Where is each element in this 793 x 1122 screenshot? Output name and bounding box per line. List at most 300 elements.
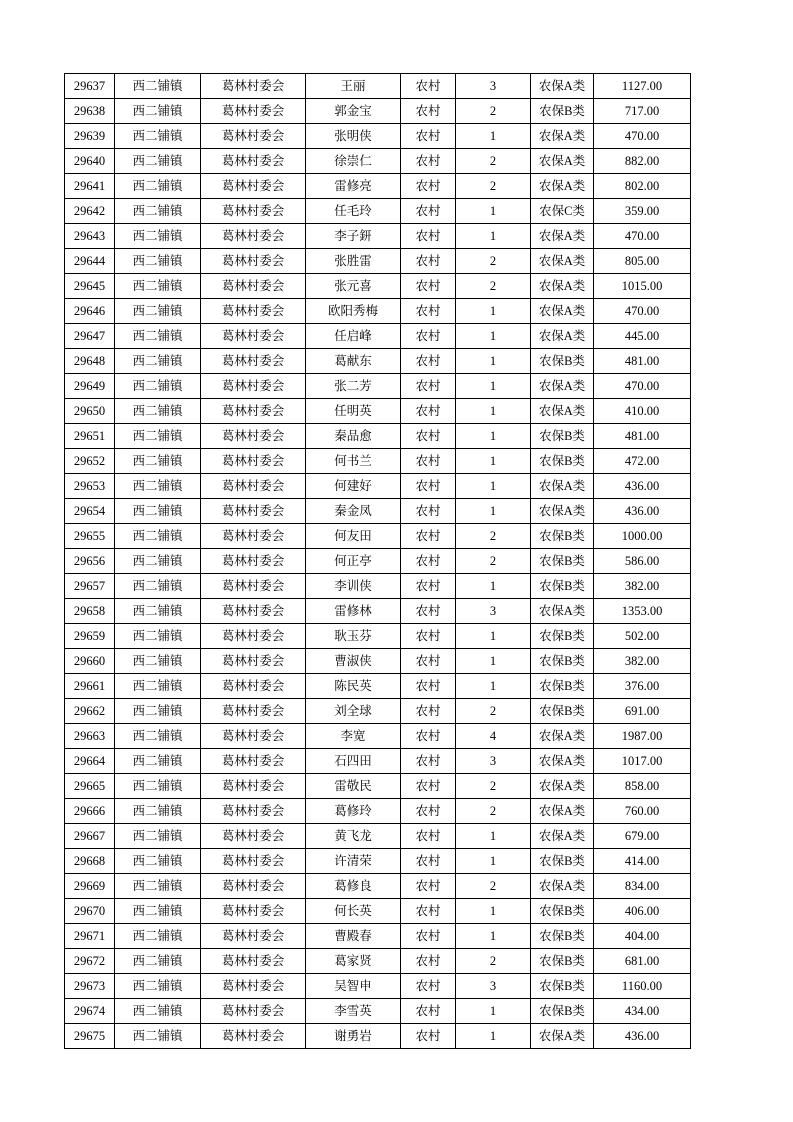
cell-person-count: 3	[456, 599, 531, 624]
cell-residence-type: 农村	[401, 1024, 456, 1049]
cell-town: 西二铺镇	[115, 724, 201, 749]
cell-village-committee: 葛林村委会	[201, 549, 306, 574]
cell-record-id: 29675	[65, 1024, 115, 1049]
cell-amount: 681.00	[594, 949, 691, 974]
cell-town: 西二铺镇	[115, 749, 201, 774]
cell-person-count: 1	[456, 924, 531, 949]
cell-insurance-category: 农保C类	[531, 199, 594, 224]
cell-person-name: 雷修林	[306, 599, 401, 624]
cell-village-committee: 葛林村委会	[201, 674, 306, 699]
cell-town: 西二铺镇	[115, 224, 201, 249]
cell-residence-type: 农村	[401, 949, 456, 974]
cell-person-count: 1	[456, 424, 531, 449]
cell-person-count: 1	[456, 574, 531, 599]
cell-person-name: 任启峰	[306, 324, 401, 349]
cell-insurance-category: 农保A类	[531, 74, 594, 99]
cell-person-name: 曹殿春	[306, 924, 401, 949]
cell-residence-type: 农村	[401, 324, 456, 349]
cell-record-id: 29656	[65, 549, 115, 574]
cell-person-count: 2	[456, 249, 531, 274]
cell-person-count: 1	[456, 499, 531, 524]
table-row	[65, 149, 691, 174]
table-row	[65, 874, 691, 899]
cell-residence-type: 农村	[401, 174, 456, 199]
table-row	[65, 624, 691, 649]
table-row	[65, 724, 691, 749]
cell-insurance-category: 农保B类	[531, 424, 594, 449]
cell-person-name: 秦品愈	[306, 424, 401, 449]
cell-town: 西二铺镇	[115, 124, 201, 149]
cell-record-id: 29639	[65, 124, 115, 149]
cell-insurance-category: 农保A类	[531, 399, 594, 424]
cell-person-count: 2	[456, 549, 531, 574]
table-row	[65, 474, 691, 499]
cell-amount: 436.00	[594, 474, 691, 499]
table-row	[65, 824, 691, 849]
cell-town: 西二铺镇	[115, 499, 201, 524]
cell-person-count: 3	[456, 74, 531, 99]
cell-residence-type: 农村	[401, 524, 456, 549]
cell-insurance-category: 农保A类	[531, 224, 594, 249]
cell-amount: 414.00	[594, 849, 691, 874]
cell-village-committee: 葛林村委会	[201, 474, 306, 499]
cell-village-committee: 葛林村委会	[201, 899, 306, 924]
cell-record-id: 29651	[65, 424, 115, 449]
cell-village-committee: 葛林村委会	[201, 374, 306, 399]
cell-town: 西二铺镇	[115, 999, 201, 1024]
cell-village-committee: 葛林村委会	[201, 524, 306, 549]
records-table-body	[65, 74, 691, 1049]
cell-residence-type: 农村	[401, 374, 456, 399]
cell-person-name: 任毛玲	[306, 199, 401, 224]
cell-person-name: 郭金宝	[306, 99, 401, 124]
cell-insurance-category: 农保B类	[531, 924, 594, 949]
cell-town: 西二铺镇	[115, 574, 201, 599]
table-row	[65, 224, 691, 249]
cell-village-committee: 葛林村委会	[201, 124, 306, 149]
cell-person-name: 吴智申	[306, 974, 401, 999]
cell-insurance-category: 农保A类	[531, 274, 594, 299]
cell-residence-type: 农村	[401, 849, 456, 874]
cell-town: 西二铺镇	[115, 424, 201, 449]
cell-record-id: 29661	[65, 674, 115, 699]
cell-record-id: 29657	[65, 574, 115, 599]
cell-village-committee: 葛林村委会	[201, 624, 306, 649]
cell-amount: 470.00	[594, 299, 691, 324]
cell-amount: 410.00	[594, 399, 691, 424]
cell-amount: 805.00	[594, 249, 691, 274]
cell-residence-type: 农村	[401, 74, 456, 99]
cell-town: 西二铺镇	[115, 399, 201, 424]
table-row	[65, 699, 691, 724]
cell-insurance-category: 农保A类	[531, 374, 594, 399]
cell-amount: 1353.00	[594, 599, 691, 624]
cell-person-name: 刘全球	[306, 699, 401, 724]
cell-person-count: 4	[456, 724, 531, 749]
cell-person-name: 李训侠	[306, 574, 401, 599]
cell-insurance-category: 农保A类	[531, 724, 594, 749]
cell-town: 西二铺镇	[115, 599, 201, 624]
cell-person-count: 1	[456, 374, 531, 399]
table-row	[65, 949, 691, 974]
cell-residence-type: 农村	[401, 649, 456, 674]
cell-residence-type: 农村	[401, 724, 456, 749]
table-row	[65, 249, 691, 274]
cell-residence-type: 农村	[401, 99, 456, 124]
cell-person-count: 2	[456, 99, 531, 124]
cell-amount: 679.00	[594, 824, 691, 849]
cell-amount: 1127.00	[594, 74, 691, 99]
cell-town: 西二铺镇	[115, 924, 201, 949]
cell-residence-type: 农村	[401, 774, 456, 799]
cell-record-id: 29653	[65, 474, 115, 499]
cell-person-name: 陈民英	[306, 674, 401, 699]
cell-village-committee: 葛林村委会	[201, 224, 306, 249]
cell-insurance-category: 农保A类	[531, 124, 594, 149]
cell-village-committee: 葛林村委会	[201, 749, 306, 774]
table-row	[65, 449, 691, 474]
cell-amount: 1987.00	[594, 724, 691, 749]
table-row	[65, 199, 691, 224]
cell-record-id: 29670	[65, 899, 115, 924]
cell-residence-type: 农村	[401, 449, 456, 474]
cell-village-committee: 葛林村委会	[201, 974, 306, 999]
cell-village-committee: 葛林村委会	[201, 249, 306, 274]
cell-record-id: 29672	[65, 949, 115, 974]
cell-amount: 834.00	[594, 874, 691, 899]
cell-person-name: 何长英	[306, 899, 401, 924]
cell-record-id: 29644	[65, 249, 115, 274]
cell-person-name: 何友田	[306, 524, 401, 549]
cell-village-committee: 葛林村委会	[201, 849, 306, 874]
cell-amount: 882.00	[594, 149, 691, 174]
cell-village-committee: 葛林村委会	[201, 449, 306, 474]
cell-record-id: 29641	[65, 174, 115, 199]
cell-person-name: 李宽	[306, 724, 401, 749]
cell-record-id: 29643	[65, 224, 115, 249]
cell-record-id: 29655	[65, 524, 115, 549]
cell-record-id: 29642	[65, 199, 115, 224]
cell-person-name: 张胜雷	[306, 249, 401, 274]
cell-insurance-category: 农保A类	[531, 324, 594, 349]
cell-amount: 404.00	[594, 924, 691, 949]
cell-insurance-category: 农保A类	[531, 149, 594, 174]
cell-person-count: 2	[456, 949, 531, 974]
cell-record-id: 29654	[65, 499, 115, 524]
cell-insurance-category: 农保A类	[531, 474, 594, 499]
cell-person-name: 葛修玲	[306, 799, 401, 824]
cell-amount: 858.00	[594, 774, 691, 799]
cell-residence-type: 农村	[401, 349, 456, 374]
cell-amount: 1000.00	[594, 524, 691, 549]
cell-person-name: 葛修良	[306, 874, 401, 899]
cell-record-id: 29646	[65, 299, 115, 324]
cell-record-id: 29659	[65, 624, 115, 649]
cell-town: 西二铺镇	[115, 299, 201, 324]
cell-town: 西二铺镇	[115, 474, 201, 499]
cell-village-committee: 葛林村委会	[201, 949, 306, 974]
table-row	[65, 299, 691, 324]
cell-record-id: 29671	[65, 924, 115, 949]
cell-insurance-category: 农保B类	[531, 649, 594, 674]
cell-village-committee: 葛林村委会	[201, 199, 306, 224]
cell-record-id: 29674	[65, 999, 115, 1024]
cell-town: 西二铺镇	[115, 1024, 201, 1049]
table-row	[65, 174, 691, 199]
table-row	[65, 1024, 691, 1049]
cell-record-id: 29660	[65, 649, 115, 674]
cell-town: 西二铺镇	[115, 799, 201, 824]
cell-person-count: 1	[456, 349, 531, 374]
cell-insurance-category: 农保A类	[531, 299, 594, 324]
cell-person-name: 张二芳	[306, 374, 401, 399]
cell-residence-type: 农村	[401, 399, 456, 424]
cell-person-name: 任明英	[306, 399, 401, 424]
cell-town: 西二铺镇	[115, 74, 201, 99]
cell-town: 西二铺镇	[115, 149, 201, 174]
cell-record-id: 29667	[65, 824, 115, 849]
cell-person-count: 1	[456, 1024, 531, 1049]
cell-person-name: 秦金凤	[306, 499, 401, 524]
table-row	[65, 324, 691, 349]
cell-amount: 1160.00	[594, 974, 691, 999]
cell-village-committee: 葛林村委会	[201, 399, 306, 424]
cell-residence-type: 农村	[401, 574, 456, 599]
cell-amount: 1015.00	[594, 274, 691, 299]
cell-insurance-category: 农保B类	[531, 849, 594, 874]
cell-person-count: 2	[456, 274, 531, 299]
cell-town: 西二铺镇	[115, 649, 201, 674]
cell-town: 西二铺镇	[115, 374, 201, 399]
cell-insurance-category: 农保B类	[531, 549, 594, 574]
cell-person-name: 黄飞龙	[306, 824, 401, 849]
table-row	[65, 574, 691, 599]
cell-residence-type: 农村	[401, 549, 456, 574]
cell-person-count: 1	[456, 824, 531, 849]
cell-town: 西二铺镇	[115, 349, 201, 374]
cell-person-name: 何书兰	[306, 449, 401, 474]
cell-village-committee: 葛林村委会	[201, 424, 306, 449]
cell-amount: 481.00	[594, 349, 691, 374]
cell-insurance-category: 农保A类	[531, 249, 594, 274]
cell-person-count: 2	[456, 524, 531, 549]
cell-record-id: 29658	[65, 599, 115, 624]
table-row	[65, 774, 691, 799]
cell-town: 西二铺镇	[115, 674, 201, 699]
cell-person-name: 石四田	[306, 749, 401, 774]
cell-town: 西二铺镇	[115, 824, 201, 849]
cell-residence-type: 农村	[401, 674, 456, 699]
cell-amount: 436.00	[594, 499, 691, 524]
cell-record-id: 29663	[65, 724, 115, 749]
table-row	[65, 999, 691, 1024]
table-row	[65, 649, 691, 674]
table-row	[65, 424, 691, 449]
cell-town: 西二铺镇	[115, 249, 201, 274]
cell-person-count: 3	[456, 749, 531, 774]
cell-insurance-category: 农保A类	[531, 599, 594, 624]
cell-person-count: 1	[456, 299, 531, 324]
cell-residence-type: 农村	[401, 824, 456, 849]
cell-person-name: 王丽	[306, 74, 401, 99]
cell-residence-type: 农村	[401, 224, 456, 249]
cell-residence-type: 农村	[401, 799, 456, 824]
cell-residence-type: 农村	[401, 424, 456, 449]
cell-person-count: 1	[456, 624, 531, 649]
cell-insurance-category: 农保A类	[531, 749, 594, 774]
table-row	[65, 899, 691, 924]
cell-residence-type: 农村	[401, 149, 456, 174]
cell-village-committee: 葛林村委会	[201, 574, 306, 599]
cell-record-id: 29647	[65, 324, 115, 349]
cell-record-id: 29645	[65, 274, 115, 299]
cell-residence-type: 农村	[401, 624, 456, 649]
cell-person-name: 葛家贤	[306, 949, 401, 974]
cell-village-committee: 葛林村委会	[201, 924, 306, 949]
cell-insurance-category: 农保A类	[531, 799, 594, 824]
cell-residence-type: 农村	[401, 924, 456, 949]
cell-person-count: 1	[456, 649, 531, 674]
cell-town: 西二铺镇	[115, 949, 201, 974]
cell-amount: 472.00	[594, 449, 691, 474]
cell-person-count: 1	[456, 449, 531, 474]
cell-record-id: 29648	[65, 349, 115, 374]
records-table	[64, 73, 691, 1049]
cell-residence-type: 农村	[401, 899, 456, 924]
table-row	[65, 124, 691, 149]
cell-village-committee: 葛林村委会	[201, 649, 306, 674]
cell-village-committee: 葛林村委会	[201, 74, 306, 99]
cell-person-name: 欧阳秀梅	[306, 299, 401, 324]
cell-person-count: 2	[456, 149, 531, 174]
table-row	[65, 674, 691, 699]
cell-village-committee: 葛林村委会	[201, 274, 306, 299]
cell-village-committee: 葛林村委会	[201, 499, 306, 524]
table-row	[65, 599, 691, 624]
table-row	[65, 974, 691, 999]
cell-amount: 470.00	[594, 124, 691, 149]
table-row	[65, 374, 691, 399]
cell-residence-type: 农村	[401, 974, 456, 999]
cell-village-committee: 葛林村委会	[201, 1024, 306, 1049]
cell-person-name: 雷敬民	[306, 774, 401, 799]
cell-record-id: 29668	[65, 849, 115, 874]
cell-amount: 376.00	[594, 674, 691, 699]
cell-person-count: 2	[456, 799, 531, 824]
cell-person-name: 谢勇岩	[306, 1024, 401, 1049]
cell-town: 西二铺镇	[115, 974, 201, 999]
cell-residence-type: 农村	[401, 274, 456, 299]
cell-person-count: 3	[456, 974, 531, 999]
cell-insurance-category: 农保B类	[531, 574, 594, 599]
cell-amount: 1017.00	[594, 749, 691, 774]
cell-record-id: 29637	[65, 74, 115, 99]
cell-amount: 436.00	[594, 1024, 691, 1049]
cell-person-name: 张元喜	[306, 274, 401, 299]
cell-person-name: 葛献东	[306, 349, 401, 374]
cell-town: 西二铺镇	[115, 899, 201, 924]
cell-record-id: 29673	[65, 974, 115, 999]
cell-residence-type: 农村	[401, 299, 456, 324]
cell-town: 西二铺镇	[115, 849, 201, 874]
cell-insurance-category: 农保A类	[531, 174, 594, 199]
cell-person-count: 1	[456, 399, 531, 424]
cell-person-name: 何正亭	[306, 549, 401, 574]
cell-insurance-category: 农保A类	[531, 499, 594, 524]
table-row	[65, 524, 691, 549]
cell-record-id: 29666	[65, 799, 115, 824]
cell-town: 西二铺镇	[115, 699, 201, 724]
cell-village-committee: 葛林村委会	[201, 874, 306, 899]
cell-person-name: 许清荣	[306, 849, 401, 874]
cell-person-count: 1	[456, 324, 531, 349]
cell-village-committee: 葛林村委会	[201, 824, 306, 849]
cell-person-count: 1	[456, 999, 531, 1024]
cell-person-count: 2	[456, 774, 531, 799]
cell-amount: 445.00	[594, 324, 691, 349]
cell-amount: 434.00	[594, 999, 691, 1024]
table-row	[65, 849, 691, 874]
cell-person-name: 李雪英	[306, 999, 401, 1024]
cell-amount: 481.00	[594, 424, 691, 449]
table-row	[65, 349, 691, 374]
cell-amount: 406.00	[594, 899, 691, 924]
cell-insurance-category: 农保B类	[531, 999, 594, 1024]
cell-amount: 470.00	[594, 374, 691, 399]
cell-village-committee: 葛林村委会	[201, 324, 306, 349]
cell-amount: 717.00	[594, 99, 691, 124]
cell-insurance-category: 农保B类	[531, 949, 594, 974]
cell-town: 西二铺镇	[115, 324, 201, 349]
cell-residence-type: 农村	[401, 599, 456, 624]
cell-insurance-category: 农保A类	[531, 774, 594, 799]
cell-town: 西二铺镇	[115, 874, 201, 899]
cell-village-committee: 葛林村委会	[201, 99, 306, 124]
table-row	[65, 549, 691, 574]
cell-village-committee: 葛林村委会	[201, 774, 306, 799]
cell-village-committee: 葛林村委会	[201, 799, 306, 824]
cell-record-id: 29662	[65, 699, 115, 724]
cell-record-id: 29649	[65, 374, 115, 399]
cell-person-count: 1	[456, 224, 531, 249]
cell-amount: 802.00	[594, 174, 691, 199]
cell-insurance-category: 农保A类	[531, 874, 594, 899]
cell-town: 西二铺镇	[115, 774, 201, 799]
cell-village-committee: 葛林村委会	[201, 699, 306, 724]
cell-amount: 760.00	[594, 799, 691, 824]
cell-amount: 382.00	[594, 574, 691, 599]
cell-town: 西二铺镇	[115, 274, 201, 299]
table-row	[65, 274, 691, 299]
table-row	[65, 74, 691, 99]
cell-person-name: 耿玉芬	[306, 624, 401, 649]
cell-insurance-category: 农保B类	[531, 624, 594, 649]
cell-village-committee: 葛林村委会	[201, 349, 306, 374]
cell-amount: 691.00	[594, 699, 691, 724]
cell-person-count: 1	[456, 849, 531, 874]
cell-person-count: 1	[456, 899, 531, 924]
cell-insurance-category: 农保A类	[531, 1024, 594, 1049]
table-row	[65, 924, 691, 949]
cell-record-id: 29652	[65, 449, 115, 474]
cell-amount: 586.00	[594, 549, 691, 574]
cell-residence-type: 农村	[401, 874, 456, 899]
cell-person-count: 2	[456, 874, 531, 899]
cell-person-name: 曹淑侠	[306, 649, 401, 674]
cell-town: 西二铺镇	[115, 524, 201, 549]
cell-town: 西二铺镇	[115, 199, 201, 224]
cell-record-id: 29664	[65, 749, 115, 774]
